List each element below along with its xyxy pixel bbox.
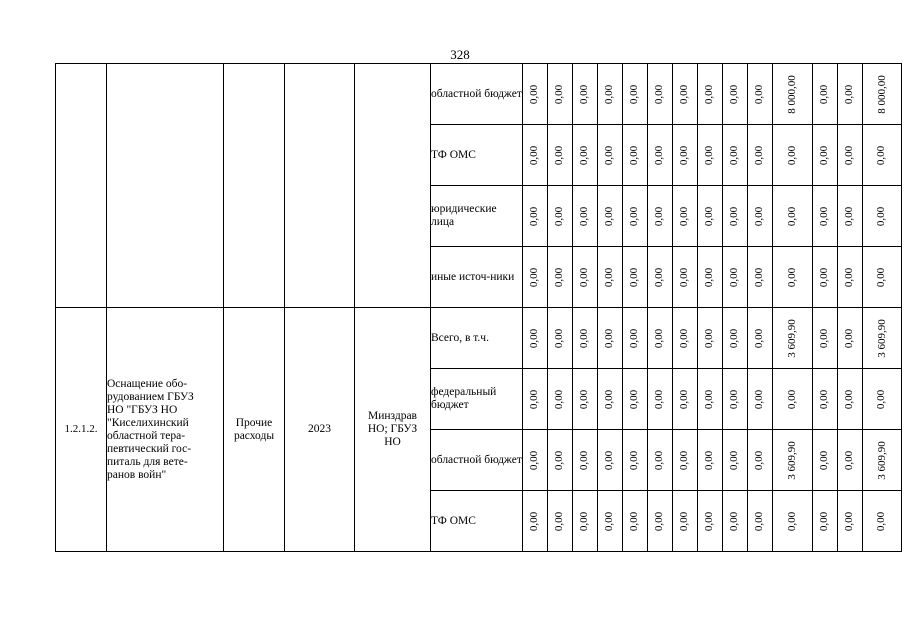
value-text: 0,00 [843,328,855,348]
value-text: 0,00 [818,267,830,287]
funding-source-cell [431,64,523,125]
funding-source-label: федеральный бюджет [431,386,497,411]
value-cell [862,430,902,491]
value-text: 0,00 [875,145,888,165]
value-cell [748,125,773,186]
value-text: 0,00 [603,267,616,287]
value-cell [623,491,648,552]
item-code: 1.2.1.2. [64,423,98,435]
value-cell [648,186,673,247]
value-text: 0,00 [728,511,741,531]
year-text: 2023 [308,423,331,435]
value-cell [648,491,673,552]
table-row [56,308,902,369]
value-cell [648,125,673,186]
value-cell [598,186,623,247]
value-cell [523,430,548,491]
funding-source-cell [431,369,523,430]
value-cell [837,186,862,247]
value-cell [773,247,813,308]
value-text: 0,00 [728,206,741,226]
value-cell [673,369,698,430]
value-cell [598,308,623,369]
value-text: 0,00 [875,206,888,226]
value-text: 0,00 [628,389,641,409]
value-text: 0,00 [678,450,691,470]
value-cell [837,430,862,491]
value-text: 0,00 [603,145,616,165]
value-cell [523,491,548,552]
value-cell [623,186,648,247]
value-text: 0,00 [603,389,616,409]
value-cell [548,125,573,186]
funding-source-label: иные источ-ники [431,270,515,283]
value-text: 0,00 [753,145,766,165]
value-cell [862,125,902,186]
value-text: 0,00 [753,206,766,226]
value-cell [573,308,598,369]
funding-source-label: ТФ ОМС [431,148,476,161]
description-line: "Киселихинский [107,416,189,429]
value-text: 0,00 [818,511,830,531]
value-text: 0,00 [843,267,855,287]
value-text: 0,00 [818,206,830,226]
value-text: 0,00 [528,84,541,104]
value-text: 0,00 [553,328,566,348]
value-text: 0,00 [553,450,566,470]
value-cell [862,491,902,552]
value-cell [748,491,773,552]
value-text: 0,00 [785,145,798,165]
value-cell [698,369,723,430]
value-cell [673,64,698,125]
code-cell [56,308,107,552]
value-cell [548,186,573,247]
value-cell [573,369,598,430]
budget-table [55,63,902,552]
value-text: 0,00 [843,206,855,226]
value-text: 0,00 [578,206,591,226]
table-row [56,64,902,125]
value-cell [623,64,648,125]
value-cell [698,308,723,369]
value-cell [773,430,813,491]
value-cell [523,64,548,125]
value-cell [623,369,648,430]
value-text: 0,00 [843,84,855,104]
value-cell [598,491,623,552]
value-text: 0,00 [603,84,616,104]
value-cell [748,430,773,491]
value-text: 0,00 [818,145,830,165]
value-cell [723,247,748,308]
expense-type-line: Прочие [235,416,273,429]
description-cell [107,64,224,308]
value-cell [748,64,773,125]
value-text: 0,00 [785,511,798,531]
value-cell [548,430,573,491]
value-text: 0,00 [875,267,888,287]
value-text: 0,00 [553,511,566,531]
value-cell [837,64,862,125]
value-cell [673,247,698,308]
value-text: 0,00 [875,389,888,409]
value-text: 0,00 [578,450,591,470]
value-text: 0,00 [843,389,855,409]
value-text: 0,00 [703,267,716,287]
value-text: 0,00 [553,206,566,226]
value-cell [773,125,813,186]
funding-source-cell [431,186,523,247]
value-cell [698,186,723,247]
value-text: 0,00 [628,328,641,348]
value-text: 0,00 [553,267,566,287]
value-text: 0,00 [818,84,830,104]
value-cell [723,308,748,369]
value-cell [812,186,837,247]
value-cell [623,430,648,491]
executor-line: НО; ГБУЗ [367,423,418,435]
value-cell [723,186,748,247]
value-cell [673,491,698,552]
description-line: ранов войн" [107,468,167,481]
value-text: 0,00 [603,206,616,226]
value-text: 0,00 [528,328,541,348]
expense-type-line: расходы [233,429,275,442]
value-cell [548,369,573,430]
value-text: 0,00 [703,206,716,226]
year-cell [285,308,355,552]
value-cell [773,308,813,369]
value-cell [773,64,813,125]
value-cell [523,125,548,186]
value-text: 0,00 [785,206,798,226]
value-cell [698,247,723,308]
value-text: 0,00 [628,267,641,287]
value-text: 0,00 [528,145,541,165]
value-text: 0,00 [678,389,691,409]
value-cell [573,125,598,186]
value-text: 0,00 [678,145,691,165]
value-cell [773,491,813,552]
value-cell [773,369,813,430]
value-cell [862,186,902,247]
value-text: 0,00 [653,145,666,165]
value-cell [673,308,698,369]
value-cell [862,369,902,430]
value-text: 0,00 [653,328,666,348]
value-text: 0,00 [578,328,591,348]
value-cell [573,186,598,247]
value-cell [548,308,573,369]
value-cell [748,308,773,369]
description-line: рудованием ГБУЗ [107,390,194,403]
value-cell [812,369,837,430]
value-text: 0,00 [703,84,716,104]
value-cell [573,430,598,491]
value-text: 0,00 [628,145,641,165]
description-line: Оснащение обо- [107,377,188,390]
value-cell [812,247,837,308]
value-cell [723,430,748,491]
expense-type-cell [224,64,285,308]
value-cell [673,430,698,491]
value-cell [648,430,673,491]
value-text: 0,00 [818,450,830,470]
value-text: 0,00 [843,450,855,470]
funding-source-label: ТФ ОМС [431,514,476,527]
description-line: питаль для вете- [107,455,188,468]
value-text: 0,00 [578,84,591,104]
value-text: 0,00 [528,206,541,226]
value-text: 0,00 [818,328,830,348]
value-text: 0,00 [728,328,741,348]
value-text: 0,00 [553,84,566,104]
value-text: 0,00 [703,328,716,348]
description-cell [107,308,224,552]
value-cell [573,247,598,308]
value-text: 0,00 [753,511,766,531]
value-cell [623,125,648,186]
value-cell [623,308,648,369]
value-cell [723,64,748,125]
value-text: 0,00 [653,206,666,226]
value-cell [723,125,748,186]
expense-type-cell [224,308,285,552]
value-cell [748,186,773,247]
value-text: 0,00 [553,389,566,409]
value-text: 0,00 [603,511,616,531]
value-text: 0,00 [753,389,766,409]
executor-line: НО [384,436,401,448]
value-text: 0,00 [653,84,666,104]
page-number: 328 [450,47,470,62]
value-text: 0,00 [875,511,888,531]
value-cell [548,247,573,308]
funding-source-label: областной бюджет [431,453,522,466]
value-text: 0,00 [728,450,741,470]
value-text: 0,00 [628,206,641,226]
value-text: 0,00 [728,389,741,409]
value-text: 0,00 [578,389,591,409]
value-text: 0,00 [703,389,716,409]
value-text: 0,00 [785,389,798,409]
value-cell [648,308,673,369]
value-cell [812,491,837,552]
executor-line: Минздрав [367,410,417,422]
value-cell [698,491,723,552]
value-text: 0,00 [678,328,691,348]
value-text: 0,00 [818,389,830,409]
executor-cell [355,308,431,552]
executor-cell [355,64,431,308]
value-text: 0,00 [678,84,691,104]
value-text: 3 609,90 [785,318,798,358]
value-text: 0,00 [678,267,691,287]
value-cell [598,369,623,430]
value-text: 3 609,90 [875,318,888,358]
funding-source-cell [431,247,523,308]
value-cell [698,430,723,491]
value-cell [673,186,698,247]
value-cell [812,430,837,491]
value-cell [812,125,837,186]
value-text: 0,00 [528,450,541,470]
description-line: областной тера- [107,429,186,442]
value-text: 0,00 [678,206,691,226]
value-cell [748,247,773,308]
value-cell [648,369,673,430]
value-text: 0,00 [728,84,741,104]
value-text: 0,00 [653,267,666,287]
funding-source-cell [431,308,523,369]
value-text: 0,00 [528,389,541,409]
value-text: 0,00 [603,450,616,470]
value-cell [523,247,548,308]
value-text: 0,00 [653,511,666,531]
value-cell [523,308,548,369]
value-cell [773,186,813,247]
value-cell [837,369,862,430]
value-cell [598,64,623,125]
value-cell [548,64,573,125]
value-text: 0,00 [703,450,716,470]
value-text: 3 609,90 [785,440,798,480]
value-text: 8 000,00 [785,74,798,114]
funding-source-cell [431,125,523,186]
value-cell [723,369,748,430]
value-cell [573,491,598,552]
description-line: НО "ГБУЗ НО [107,403,178,416]
value-text: 0,00 [628,450,641,470]
value-cell [837,308,862,369]
value-cell [812,308,837,369]
code-cell [56,64,107,308]
value-cell [862,308,902,369]
value-cell [673,125,698,186]
value-text: 3 609,90 [875,440,888,480]
value-cell [598,247,623,308]
value-text: 0,00 [603,328,616,348]
value-cell [862,247,902,308]
value-text: 0,00 [728,267,741,287]
value-cell [837,491,862,552]
value-text: 0,00 [678,511,691,531]
value-cell [723,491,748,552]
value-text: 0,00 [628,84,641,104]
value-text: 0,00 [843,145,855,165]
value-cell [548,491,573,552]
value-text: 0,00 [553,145,566,165]
value-cell [598,125,623,186]
value-text: 0,00 [528,267,541,287]
value-text: 0,00 [578,511,591,531]
value-text: 0,00 [753,328,766,348]
year-cell [285,64,355,308]
funding-source-label: юридические лица [431,203,497,228]
funding-source-label: Всего, в т.ч. [431,331,489,344]
value-cell [648,247,673,308]
value-cell [698,125,723,186]
value-cell [623,247,648,308]
value-text: 0,00 [728,145,741,165]
value-text: 8 000,00 [875,74,888,114]
funding-source-cell [431,430,523,491]
value-text: 0,00 [785,267,798,287]
description-line: певтический гос- [107,442,192,455]
funding-source-label: областной бюджет [431,87,522,100]
value-cell [837,125,862,186]
funding-source-cell [431,491,523,552]
value-cell [523,369,548,430]
value-text: 0,00 [653,389,666,409]
value-cell [598,430,623,491]
value-cell [748,369,773,430]
value-text: 0,00 [843,511,855,531]
value-cell [812,64,837,125]
value-cell [573,64,598,125]
value-text: 0,00 [703,511,716,531]
value-cell [648,64,673,125]
value-text: 0,00 [653,450,666,470]
value-text: 0,00 [578,267,591,287]
value-text: 0,00 [578,145,591,165]
value-cell [698,64,723,125]
value-text: 0,00 [703,145,716,165]
value-text: 0,00 [528,511,541,531]
value-cell [837,247,862,308]
value-text: 0,00 [753,267,766,287]
value-cell [523,186,548,247]
value-text: 0,00 [753,450,766,470]
value-cell [862,64,902,125]
value-text: 0,00 [628,511,641,531]
value-text: 0,00 [753,84,766,104]
